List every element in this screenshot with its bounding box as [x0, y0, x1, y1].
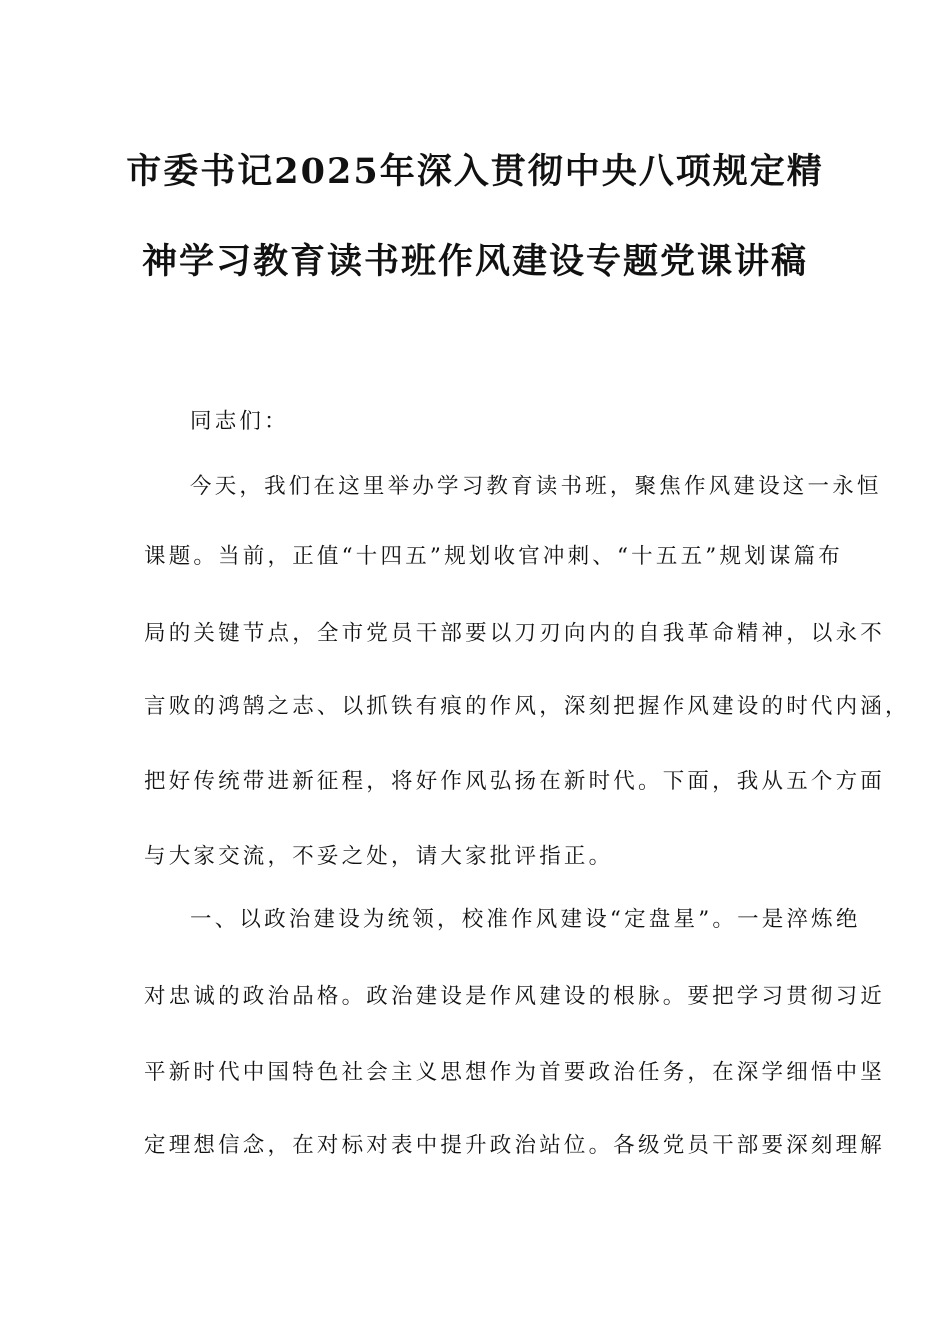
paragraph-line: 把好传统带进新征程，将好作风弘扬在新时代。下面，我从五个方面 — [144, 769, 886, 794]
document-title-line-1: 市委书记2025年深入贯彻中央八项规定精 — [126, 151, 824, 192]
paragraph-line: 局的关键节点，全市党员干部要以刀刃向内的自我革命精神，以永不 — [144, 621, 886, 646]
paragraph-line: 平新时代中国特色社会主义思想作为首要政治任务，在深学细悟中坚 — [144, 1060, 886, 1085]
paragraph-line: 定理想信念，在对标对表中提升政治站位。各级党员干部要深刻理解 — [144, 1133, 886, 1158]
paragraph-line: 与大家交流，不妥之处，请大家批评指正。 — [144, 844, 614, 869]
section-heading-line: 一、以政治建设为统领，校准作风建设“定盘星”。一是淬炼绝 — [190, 907, 861, 932]
paragraph-line: 言败的鸿鹄之志、以抓铁有痕的作风，深刻把握作风建设的时代内涵， — [144, 694, 910, 719]
paragraph-line: 课题。当前，正值“十四五”规划收官冲刺、“十五五”规划谋篇布 — [144, 544, 843, 569]
salutation: 同志们： — [190, 409, 289, 434]
paragraph-line: 对忠诚的政治品格。政治建设是作风建设的根脉。要把学习贯彻习近 — [144, 984, 886, 1009]
paragraph-line: 今天，我们在这里举办学习教育读书班，聚焦作风建设这一永恒 — [190, 474, 882, 499]
document-title-line-2: 神学习教育读书班作风建设专题党课讲稿 — [141, 241, 808, 282]
